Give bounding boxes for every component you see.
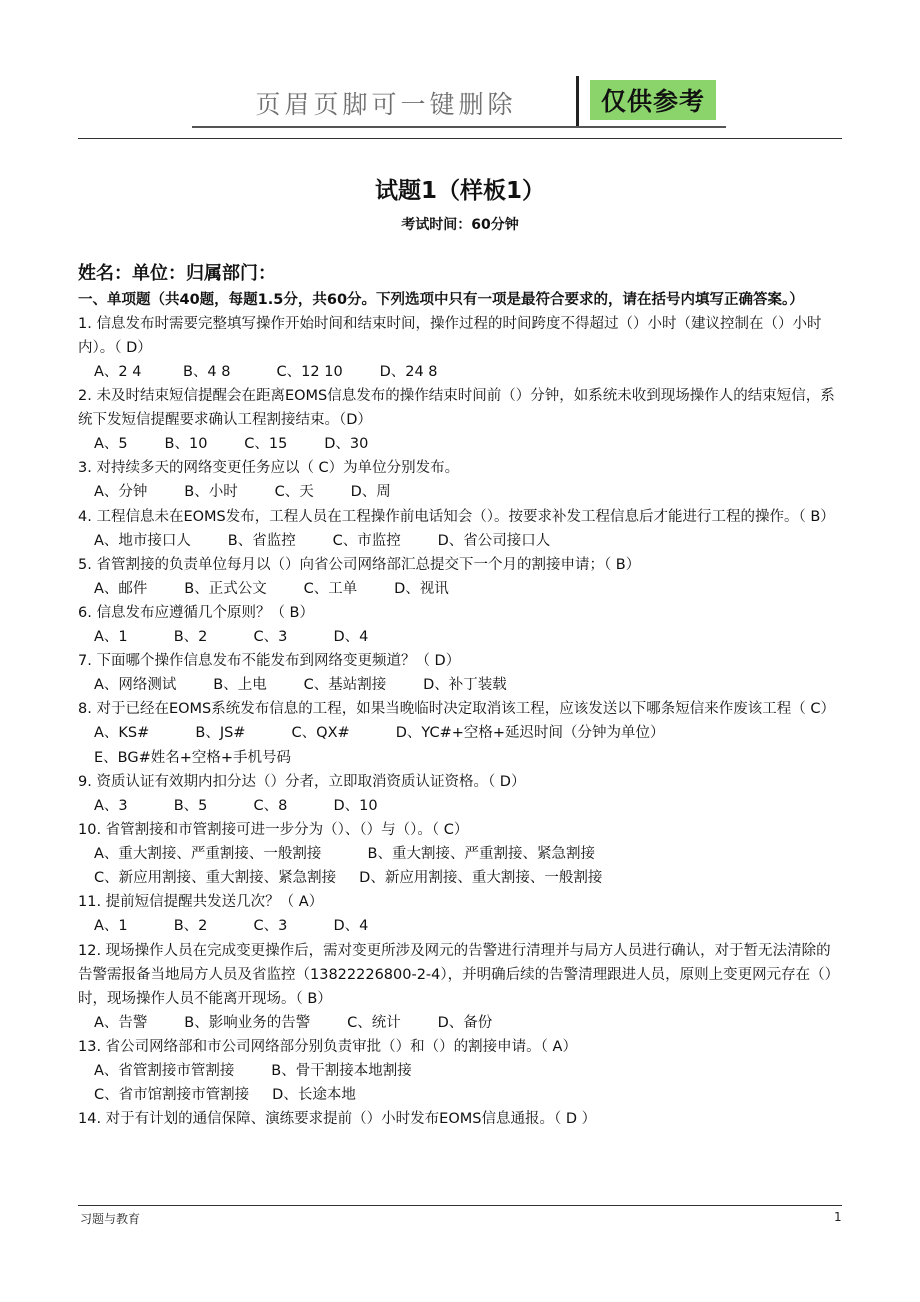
banner-separator	[576, 76, 579, 128]
question-list	[78, 312, 844, 1131]
question-options: A、5 B、10 C、15 D、30	[94, 436, 369, 453]
question-options: A、告警 B、影响业务的告警 C、统计 D、备份	[94, 1014, 493, 1031]
question-options: A、网络测试 B、上电 C、基站割接 D、补丁装载	[94, 677, 507, 694]
question-options: A、重大割接、严重割接、一般割接 B、重大割接、严重割接、紧急割接	[94, 846, 595, 863]
section-heading: 一、单项题（共40题，每题1.5分，共60分。下列选项中只有一项是最符合要求的，请在括号内填写正确答案。）	[78, 292, 804, 308]
question-text: 10. 省管割接和市管割接可进一步分为（）、（）与（）。（ C）	[78, 822, 469, 839]
document-title: 试题1（样板1）	[374, 178, 545, 204]
question-options: A、1 B、2 C、3 D、4	[94, 918, 369, 935]
question-options: C、省市馆割接市管割接 D、长途本地	[94, 1087, 356, 1104]
question-options: A、邮件 B、正式公文 C、工单 D、视讯	[94, 580, 449, 597]
question-text: 2. 未及时结束短信提醒会在距离EOMS信息发布的操作结束时间前（）分钟，如系统未收到现场操作人的结束短信，系统下发短信提醒要求确认工程割接结束。（D）	[78, 388, 835, 429]
question-text: 13. 省公司网络部和市公司网络部分别负责审批（）和（）的割接申请。（ A）	[78, 1038, 577, 1055]
question-options: A、2 4 B、4 8 C、12 10 D、24 8	[94, 364, 438, 380]
question-text: 1. 信息发布时需要完整填写操作开始时间和结束时间，操作过程的时间跨度不得超过（）小时（建议控制在（）小时内）。（ D）	[78, 316, 822, 356]
question-text: 11. 提前短信提醒共发送几次？（ A）	[78, 894, 324, 911]
question-text: 9. 资质认证有效期内扣分达（）分者，立即取消资质认证资格。（ D）	[78, 773, 526, 790]
footer-rule	[78, 1205, 842, 1206]
question-text: 8. 对于已经在EOMS系统发布信息的工程，如果当晚临时决定取消该工程，应该发送以下哪条短信来作废该工程（ C）	[78, 701, 835, 718]
question-text: 12. 现场操作人员在完成变更操作后，需对变更所涉及网元的告警进行清理并与局方人员进行确认，对于暂无法清除的告警需报备当地局方人员及省监控（13822226800-2-4），并明确后续的告警清理跟进人员，原则上变更网元存在（）时，现场操作人员不能离开现场。（ B）	[78, 942, 840, 1007]
page-number: 1	[834, 1210, 842, 1224]
question-text: 14. 对于有计划的通信保障、演练要求提前（）小时发布EOMS信息通报。（ D ）	[78, 1111, 597, 1128]
banner-underline	[192, 126, 726, 128]
banner-watermark-text: 页眉页脚可一键删除	[255, 90, 517, 119]
question-options: A、地市接口人 B、省监控 C、市监控 D、省公司接口人	[94, 532, 551, 549]
question-options: C、新应用割接、重大割接、紧急割接 D、新应用割接、重大割接、一般割接	[94, 870, 603, 887]
exam-duration: 考试时间：60分钟	[401, 217, 519, 233]
question-options: A、KS# B、JS# C、QX# D、YC#+空格+延迟时间（分钟为单位）	[94, 725, 665, 742]
name-unit-department-line: 姓名：单位：归属部门：	[78, 263, 276, 284]
question-text: 4. 工程信息未在EOMS发布，工程人员在工程操作前电话知会（）。按要求补发工程信息后才能进行工程的操作。（ B）	[78, 508, 835, 525]
question-options: E、BG#姓名+空格+手机号码	[94, 749, 292, 766]
header-rule	[78, 138, 842, 139]
question-options: A、3 B、5 C、8 D、10	[94, 797, 378, 814]
question-options: A、1 B、2 C、3 D、4	[94, 629, 369, 646]
question-text: 7. 下面哪个操作信息发布不能发布到网络变更频道？（ D）	[78, 653, 461, 670]
question-text: 5. 省管割接的负责单位每月以（）向省公司网络部汇总提交下一个月的割接申请；（ B）	[78, 556, 641, 573]
question-text: 6. 信息发布应遵循几个原则？（ B）	[78, 605, 314, 622]
banner-reference-badge: 仅供参考	[590, 80, 716, 120]
question-options: A、省管割接市管割接 B、骨干割接本地割接	[94, 1062, 412, 1079]
question-text: 3. 对持续多天的网络变更任务应以（ C）为单位分别发布。	[78, 460, 460, 477]
question-options: A、分钟 B、小时 C、天 D、周	[94, 484, 391, 501]
footer-label: 习题与教育	[80, 1212, 141, 1226]
exam-content	[78, 262, 844, 1131]
